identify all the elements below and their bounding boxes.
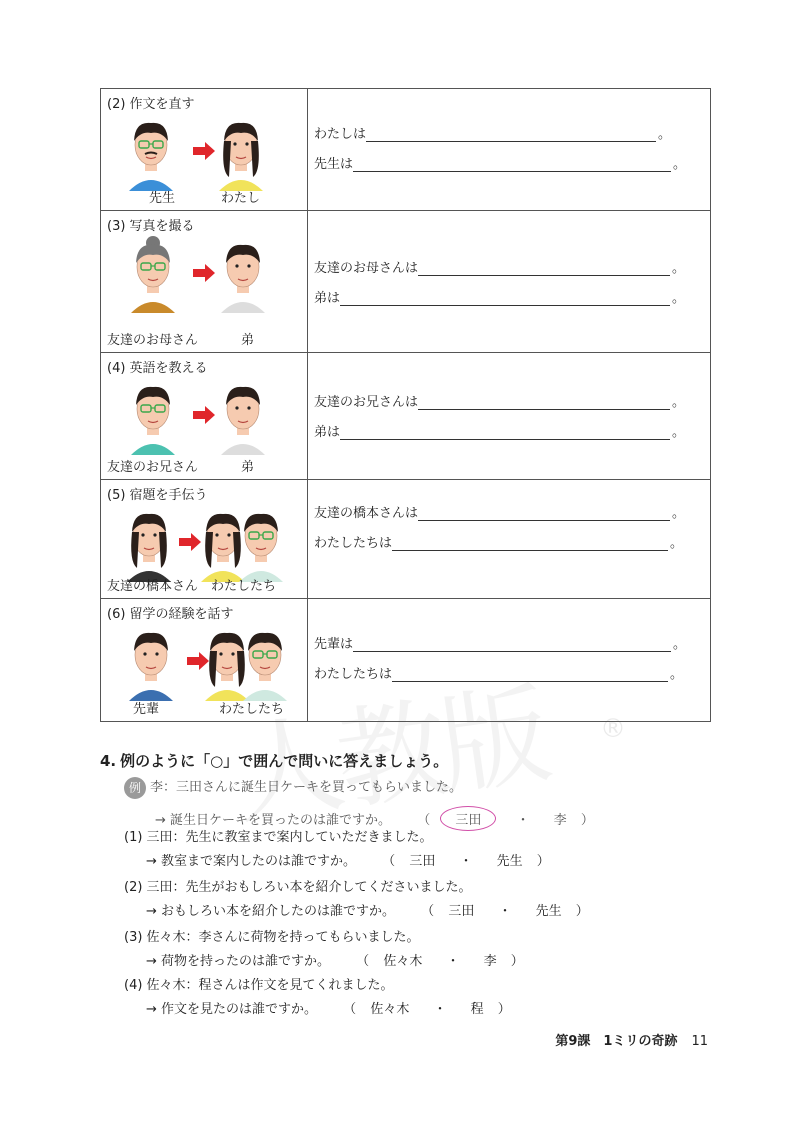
question-prompt: → 作文を見たのは誰ですか。 （ 佐々木 ・ 程 ） — [146, 998, 511, 1017]
exercise-table — [100, 88, 711, 722]
question-prompt: → 荷物を持ったのは誰ですか。 （ 佐々木 ・ 李 ） — [146, 950, 524, 969]
answer-line[interactable]: 弟は 。 — [314, 291, 686, 306]
giver-caption: 先輩 — [133, 702, 160, 717]
answer-blank[interactable] — [340, 292, 670, 306]
page-footer — [555, 1030, 708, 1049]
illustration-cell — [101, 211, 308, 353]
circled-answer: 三田 — [440, 806, 496, 831]
receiver-caption: わたしたち — [211, 579, 277, 594]
answer-line[interactable]: わたしは 。 — [314, 127, 672, 142]
exercise-row — [101, 353, 711, 480]
illustration-cell — [101, 599, 308, 722]
answer-cell — [308, 480, 711, 599]
answer-blank[interactable] — [392, 537, 668, 551]
answer-line[interactable]: 弟は 。 — [314, 425, 686, 440]
answer-blank[interactable] — [340, 426, 670, 440]
task-title: (2) 作文を直す — [107, 97, 195, 112]
exercise-4 — [100, 750, 720, 771]
answer-option[interactable]: 先生 — [496, 854, 523, 869]
answer-option[interactable]: 三田 — [409, 854, 436, 869]
character-illustration — [101, 233, 307, 313]
question-sentence: (4) 佐々木：程さんは作文を見てくれました。 — [124, 978, 394, 993]
question-prompt: → 教室まで案内したのは誰ですか。 （ 三田 ・ 先生 ） — [146, 850, 550, 869]
answer-option[interactable]: 三田 — [448, 904, 475, 919]
exercise-row — [101, 89, 711, 211]
answer-blank[interactable] — [418, 507, 670, 521]
answer-blank[interactable] — [353, 158, 671, 172]
illustration-cell — [101, 89, 308, 211]
task-title: (5) 宿題を手伝う — [107, 488, 208, 503]
example-badge: 例 — [124, 777, 146, 799]
answer-option[interactable]: 李 — [483, 954, 497, 969]
answer-option[interactable]: 佐々木 — [383, 954, 423, 969]
answer-line[interactable]: 友達のお母さんは 。 — [314, 261, 686, 276]
exercise-row — [101, 480, 711, 599]
task-title: (3) 写真を撮る — [107, 219, 195, 234]
giver-caption: 友達の橋本さん — [107, 579, 199, 594]
example-sentence: 例 李：三田さんに誕生日ケーキを買ってもらいました。 — [124, 776, 462, 799]
answer-line[interactable]: わたしたちは 。 — [314, 667, 684, 682]
character-illustration — [101, 111, 307, 191]
section-title: 4. 例のように「○」で囲んで問いに答えましょう。 — [100, 752, 449, 770]
answer-blank[interactable] — [418, 396, 670, 410]
answer-blank[interactable] — [366, 128, 656, 142]
question-sentence: (2) 三田：先生がおもしろい本を紹介してくださいました。 — [124, 880, 472, 895]
character-illustration — [101, 375, 307, 455]
answer-line[interactable]: 先輩は 。 — [314, 637, 687, 652]
task-title: (4) 英語を教える — [107, 361, 208, 376]
exercise-row — [101, 211, 711, 353]
illustration-cell — [101, 480, 308, 599]
task-title: (6) 留学の経験を話す — [107, 607, 234, 622]
answer-line[interactable]: わたしたちは 。 — [314, 536, 684, 551]
question-prompt: → おもしろい本を紹介したのは誰ですか。 （ 三田 ・ 先生 ） — [146, 900, 589, 919]
question-sentence: (1) 三田：先生に教室まで案内していただきました。 — [124, 830, 433, 845]
answer-blank[interactable] — [392, 668, 668, 682]
answer-line[interactable]: 友達の橋本さんは 。 — [314, 506, 686, 521]
answer-line[interactable]: 友達のお兄さんは 。 — [314, 395, 686, 410]
answer-cell — [308, 89, 711, 211]
answer-cell — [308, 599, 711, 722]
lesson-title: 第9課 1ミリの奇跡 — [555, 1034, 678, 1049]
giver-caption: 友達のお母さん — [107, 333, 199, 348]
illustration-cell — [101, 353, 308, 480]
giver-caption: 先生 — [149, 191, 176, 206]
character-illustration — [101, 621, 307, 701]
giver-caption: 友達のお兄さん — [107, 460, 199, 475]
exercise-row — [101, 599, 711, 722]
example-question: → 誕生日ケーキを買ったのは誰ですか。 （ 三田 ・ 李 ） — [155, 806, 594, 831]
registered-mark: ® — [600, 714, 626, 744]
receiver-caption: 弟 — [241, 460, 255, 475]
page-number: 11 — [691, 1034, 708, 1049]
answer-option[interactable]: 程 — [470, 1002, 484, 1017]
answer-line[interactable]: 先生は 。 — [314, 157, 687, 172]
receiver-caption: 弟 — [241, 333, 255, 348]
answer-blank[interactable] — [353, 638, 671, 652]
question-sentence: (3) 佐々木：李さんに荷物を持ってもらいました。 — [124, 930, 420, 945]
receiver-caption: わたしたち — [219, 702, 285, 717]
answer-option[interactable]: 先生 — [535, 904, 562, 919]
receiver-caption: わたし — [221, 191, 261, 206]
answer-cell — [308, 211, 711, 353]
answer-cell — [308, 353, 711, 480]
answer-blank[interactable] — [418, 262, 670, 276]
character-illustration — [101, 502, 307, 582]
answer-option[interactable]: 佐々木 — [370, 1002, 410, 1017]
